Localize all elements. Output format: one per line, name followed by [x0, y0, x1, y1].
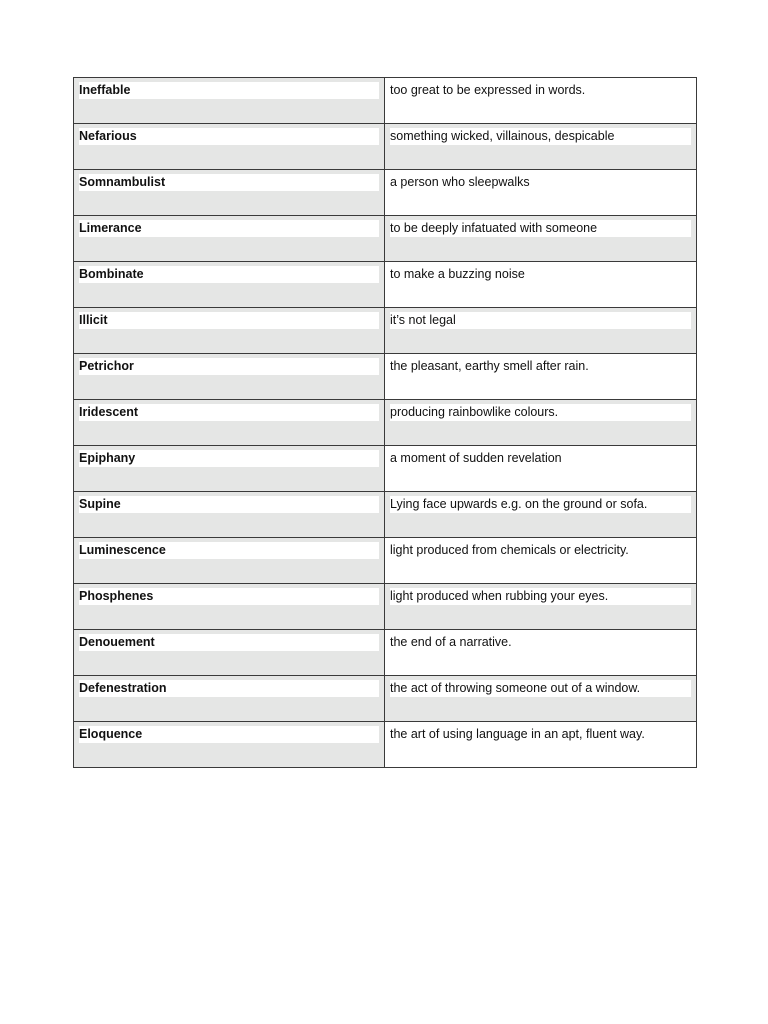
definition-cell: [385, 492, 697, 538]
word-cell-field: [74, 676, 384, 721]
definition-cell: [385, 676, 697, 722]
vocabulary-word: Phosphenes: [79, 588, 379, 605]
word-cell-field: [74, 78, 384, 123]
definition-cell-field: [385, 216, 696, 261]
definition-cell-field: [385, 538, 696, 583]
table-row: [74, 170, 697, 216]
word-cell-field: [74, 262, 384, 307]
word-cell-field: [74, 492, 384, 537]
word-cell: [74, 584, 385, 630]
definition-cell: [385, 630, 697, 676]
word-cell: [74, 78, 385, 124]
word-cell-field: [74, 400, 384, 445]
table-row: [74, 584, 697, 630]
vocabulary-definition: too great to be expressed in words.: [390, 83, 586, 97]
vocabulary-word: Epiphany: [79, 450, 379, 467]
table-row: [74, 538, 697, 584]
definition-cell-field: [385, 308, 696, 353]
definition-cell-field: [385, 676, 696, 721]
definition-cell-field: [385, 262, 696, 307]
definition-cell: [385, 538, 697, 584]
vocabulary-word: Supine: [79, 496, 379, 513]
definition-cell: [385, 308, 697, 354]
vocabulary-word: Defenestration: [79, 680, 379, 697]
word-cell: [74, 722, 385, 768]
definition-cell-field: [385, 400, 696, 445]
word-cell: [74, 630, 385, 676]
word-cell: [74, 538, 385, 584]
word-cell-field: [74, 538, 384, 583]
definition-cell: [385, 124, 697, 170]
word-cell-field: [74, 584, 384, 629]
definition-cell: [385, 78, 697, 124]
vocabulary-word: Petrichor: [79, 358, 379, 375]
table-row: [74, 492, 697, 538]
definition-cell: [385, 262, 697, 308]
vocabulary-word: Nefarious: [79, 128, 379, 145]
vocabulary-word: Denouement: [79, 634, 379, 651]
definition-cell-field: [385, 584, 696, 629]
table-row: [74, 308, 697, 354]
definition-cell-field: [385, 446, 696, 491]
vocabulary-definition: the pleasant, earthy smell after rain.: [390, 359, 589, 373]
vocabulary-word: Iridescent: [79, 404, 379, 421]
table-row: [74, 354, 697, 400]
word-cell-field: [74, 722, 384, 767]
vocabulary-definition: a moment of sudden revelation: [390, 451, 562, 465]
word-cell-field: [74, 124, 384, 169]
word-cell-field: [74, 354, 384, 399]
vocabulary-definition: the end of a narrative.: [390, 635, 512, 649]
table-row: [74, 124, 697, 170]
vocabulary-word: Eloquence: [79, 726, 379, 743]
table-row: [74, 446, 697, 492]
vocabulary-word: Bombinate: [79, 266, 379, 283]
vocabulary-definition: it’s not legal: [390, 312, 691, 329]
word-cell: [74, 492, 385, 538]
word-cell-field: [74, 446, 384, 491]
word-cell: [74, 124, 385, 170]
vocabulary-definition: Lying face upwards e.g. on the ground or sofa.: [390, 496, 691, 513]
definition-cell: [385, 354, 697, 400]
vocabulary-definition: the act of throwing someone out of a window.: [390, 680, 691, 697]
definition-cell-field: [385, 78, 696, 123]
word-cell: [74, 400, 385, 446]
word-cell: [74, 308, 385, 354]
vocabulary-word: Luminescence: [79, 542, 379, 559]
word-cell-field: [74, 216, 384, 261]
vocabulary-definition: the art of using language in an apt, fluent way.: [390, 727, 645, 741]
definition-cell-field: [385, 170, 696, 215]
vocabulary-table: [73, 77, 697, 768]
definition-cell: [385, 584, 697, 630]
definition-cell-field: [385, 354, 696, 399]
word-cell-field: [74, 630, 384, 675]
definition-cell: [385, 400, 697, 446]
vocabulary-definition: to make a buzzing noise: [390, 267, 525, 281]
definition-cell: [385, 216, 697, 262]
vocabulary-definition: to be deeply infatuated with someone: [390, 220, 691, 237]
table-row: [74, 78, 697, 124]
vocabulary-definition: producing rainbowlike colours.: [390, 404, 691, 421]
vocabulary-definition: a person who sleepwalks: [390, 175, 530, 189]
word-cell: [74, 170, 385, 216]
vocabulary-word: Somnambulist: [79, 174, 379, 191]
word-cell: [74, 354, 385, 400]
table-row: [74, 630, 697, 676]
vocabulary-definition: light produced from chemicals or electricity.: [390, 543, 629, 557]
definition-cell: [385, 722, 697, 768]
vocabulary-word: Limerance: [79, 220, 379, 237]
word-cell-field: [74, 308, 384, 353]
table-row: [74, 722, 697, 768]
definition-cell-field: [385, 722, 696, 767]
definition-cell: [385, 446, 697, 492]
definition-cell-field: [385, 630, 696, 675]
word-cell-field: [74, 170, 384, 215]
word-cell: [74, 446, 385, 492]
vocabulary-definition: light produced when rubbing your eyes.: [390, 588, 691, 605]
word-cell: [74, 676, 385, 722]
word-cell: [74, 216, 385, 262]
table-row: [74, 400, 697, 446]
vocabulary-definition: something wicked, villainous, despicable: [390, 128, 691, 145]
table-row: [74, 262, 697, 308]
definition-cell-field: [385, 492, 696, 537]
table-row: [74, 216, 697, 262]
table-row: [74, 676, 697, 722]
vocabulary-word: Ineffable: [79, 82, 379, 99]
word-cell: [74, 262, 385, 308]
definition-cell-field: [385, 124, 696, 169]
vocabulary-word: Illicit: [79, 312, 379, 329]
vocabulary-table-body: [74, 78, 697, 768]
definition-cell: [385, 170, 697, 216]
